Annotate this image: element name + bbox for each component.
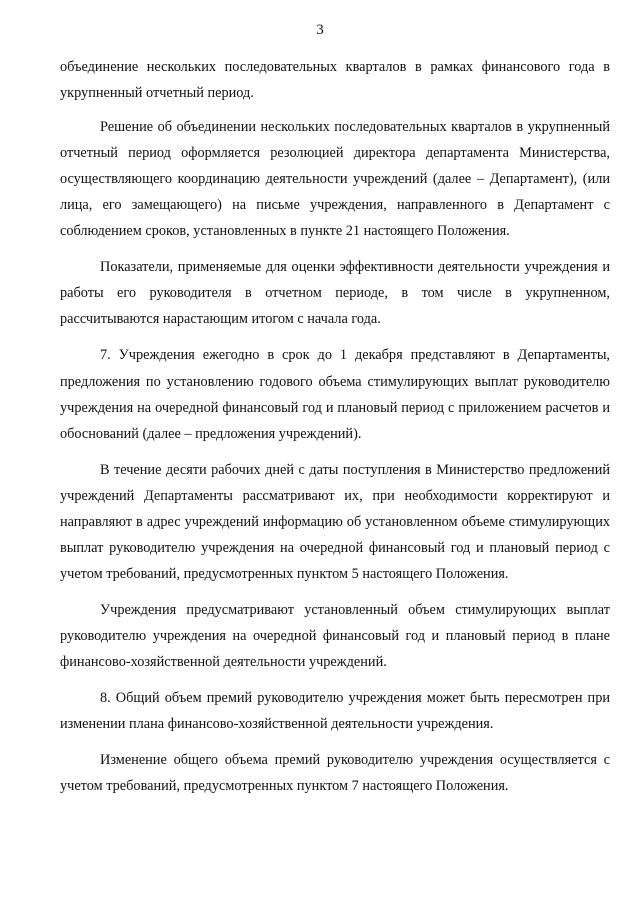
paragraph-decision: Решение об объединении нескольких последовательных кварталов в укрупненный отчетный период оформляется резолюцией директора департамента Министерства, осуществляющего координацию деятельности учреждений (далее – Департамент), (или лица, его замещающего) на письме учреждения, направленного в Департамент с соблюдением сроков, установленных в пункте 21 настоящего Положения. [60,119,610,240]
paragraph-change: Изменение общего объема премий руководителю учреждения осуществляется с учетом требований, предусмотренных пунктом 7 настоящего Положения. [60,752,610,795]
paragraph-indicators: Показатели, применяемые для оценки эффективности деятельности учреждения и работы его руководителя в отчетном периоде, в том числе в укрупненном, рассчитываются нарастающим итогом с начала года. [60,259,610,328]
paragraph-plan: Учреждения предусматривают установленный объем стимулирующих выплат руководителю учреждения на очередной финансовый год и плановый период в плане финансово-хозяйственной деятельности учреждений. [60,601,610,670]
document-body [60,54,610,799]
paragraph-review: В течение десяти рабочих дней с даты поступления в Министерство предложений учреждений Департаменты рассматривают их, при необходимости корректируют и направляют в адрес учреждений информацию об установленном объеме стимулирующих выплат руководителю учреждения на очередной финансовый год и плановый период с учетом требований, предусмотренных пунктом 5 настоящего Положения. [60,461,610,582]
paragraph-continuation: объединение нескольких последовательных кварталов в рамках финансового года в укрупненный отчетный период. [60,59,610,102]
paragraph-item-8: 8. Общий объем премий руководителю учреждения может быть пересмотрен при изменении плана финансово-хозяйственной деятельности учреждения. [60,690,610,733]
page-number: 3 [316,22,324,38]
paragraph-item-7: 7. Учреждения ежегодно в срок до 1 декабря представляют в Департаменты, предложения по установлению годового объема стимулирующих выплат руководителю учреждения на очередной финансовый год и плановый период с приложением расчетов и обоснований (далее – предложения учреждений). [60,347,610,442]
